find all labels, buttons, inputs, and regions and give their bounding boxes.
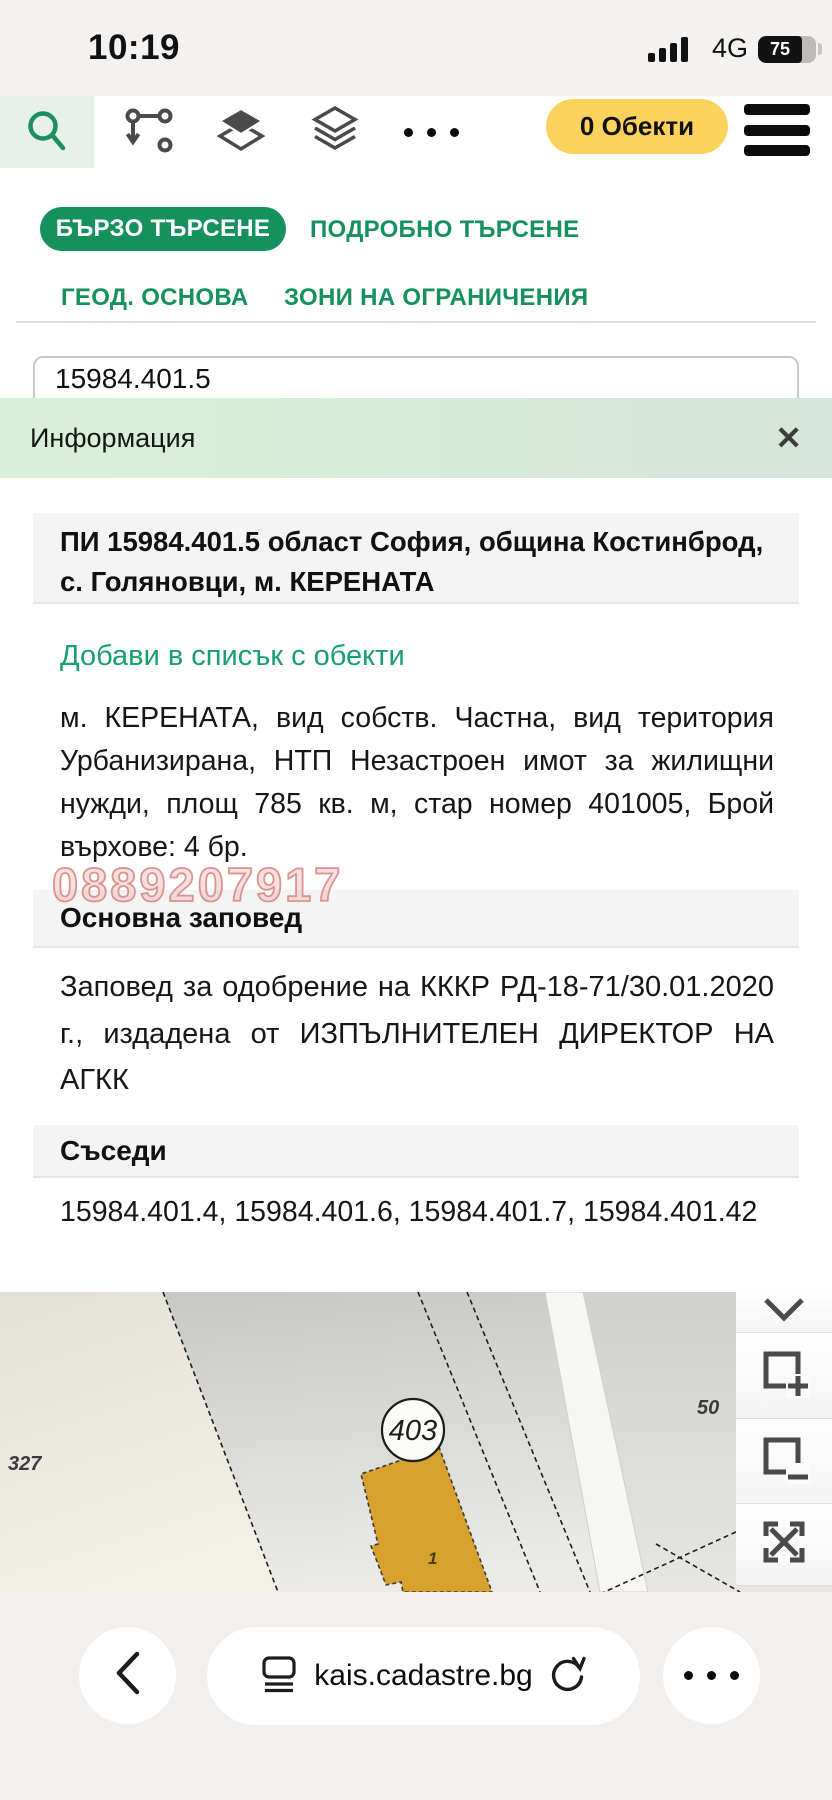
- section-title-order: Основна заповед: [33, 890, 799, 948]
- back-button[interactable]: [79, 1627, 176, 1724]
- browser-more-button[interactable]: [663, 1627, 760, 1724]
- layers-stack-icon: [310, 105, 360, 160]
- menu-button[interactable]: [744, 104, 810, 156]
- more-tools-button[interactable]: [404, 96, 458, 168]
- more-icon: [684, 1671, 739, 1680]
- parcel-description: м. КЕРЕНАТА, вид собств. Частна, вид територия Урбанизирана, НТП Незастроен имот за жилищни нужди, площ 785 кв. м, стар номер 401005, Брой върхове: 4 бр.: [60, 702, 774, 863]
- neighbors-list: 15984.401.4, 15984.401.6, 15984.401.7, 15984.401.42: [60, 1196, 758, 1228]
- signal-bars-icon: [648, 36, 700, 62]
- zoom-in-box-button[interactable]: [736, 1333, 832, 1419]
- battery-icon: [758, 36, 816, 63]
- objects-count-badge[interactable]: 0 Обекти: [546, 99, 728, 154]
- add-to-objects-link[interactable]: Добави в списък с обекти: [60, 640, 405, 672]
- battery-nub: [818, 43, 822, 55]
- zoom-in-box-icon: [758, 1347, 810, 1404]
- search-tool-button[interactable]: [0, 96, 94, 168]
- tabs-icon: [261, 1655, 297, 1698]
- order-text: Заповед за одобрение на КККР РД-18-71/30.01.2020 г., издадена от ИЗПЪЛНИТЕЛЕН ДИРЕКТОР НА АГКК: [60, 971, 774, 1096]
- parcel-header: ПИ 15984.401.5 област София, община Костинброд, с. Голяновци, м. КЕРЕНАТА: [33, 513, 799, 604]
- map-label-403: 403: [388, 1415, 438, 1447]
- search-icon: [24, 107, 70, 158]
- tab-quick-search[interactable]: БЪРЗО ТЪРСЕНЕ: [40, 207, 286, 251]
- info-banner-title: Информация: [30, 422, 196, 453]
- expand-map-button[interactable]: [736, 1504, 832, 1586]
- route-measure-button[interactable]: [122, 96, 176, 168]
- layers-stack-button[interactable]: [308, 96, 362, 168]
- section-title-neighbors: Съседи: [33, 1125, 799, 1178]
- zoom-out-box-button[interactable]: [736, 1419, 832, 1504]
- back-icon: [111, 1648, 145, 1703]
- more-icon: [404, 128, 459, 137]
- tab-detailed-search[interactable]: ПОДРОБНО ТЪРСЕНЕ: [310, 216, 580, 243]
- battery-percent: 75: [758, 36, 802, 63]
- collapse-tools-button[interactable]: [736, 1292, 832, 1333]
- status-clock: 10:19: [88, 28, 181, 67]
- map-label-50: 50: [697, 1397, 720, 1419]
- layers-icon: [216, 106, 266, 159]
- layers-button[interactable]: [214, 96, 268, 168]
- address-bar[interactable]: [207, 1627, 640, 1725]
- network-type: 4G: [712, 33, 749, 63]
- url-text: kais.cadastre.bg: [314, 1659, 533, 1692]
- info-banner: [0, 398, 832, 478]
- close-icon[interactable]: ✕: [775, 420, 802, 456]
- route-measure-icon: [123, 104, 175, 161]
- zoom-out-box-icon: [758, 1433, 810, 1490]
- expand-icon: [759, 1517, 809, 1572]
- chevron-down-icon: [760, 1296, 808, 1329]
- divider: [16, 321, 816, 323]
- tab-geod-base[interactable]: ГЕОД. ОСНОВА: [61, 284, 249, 311]
- cadastral-map[interactable]: [0, 1292, 832, 1592]
- tab-restriction-zones[interactable]: ЗОНИ НА ОГРАНИЧЕНИЯ: [284, 284, 589, 311]
- map-label-327: 327: [8, 1453, 42, 1475]
- reload-icon[interactable]: [550, 1655, 586, 1698]
- map-label-1: 1: [428, 1549, 438, 1568]
- watermark-phone: 0889207917: [52, 858, 344, 911]
